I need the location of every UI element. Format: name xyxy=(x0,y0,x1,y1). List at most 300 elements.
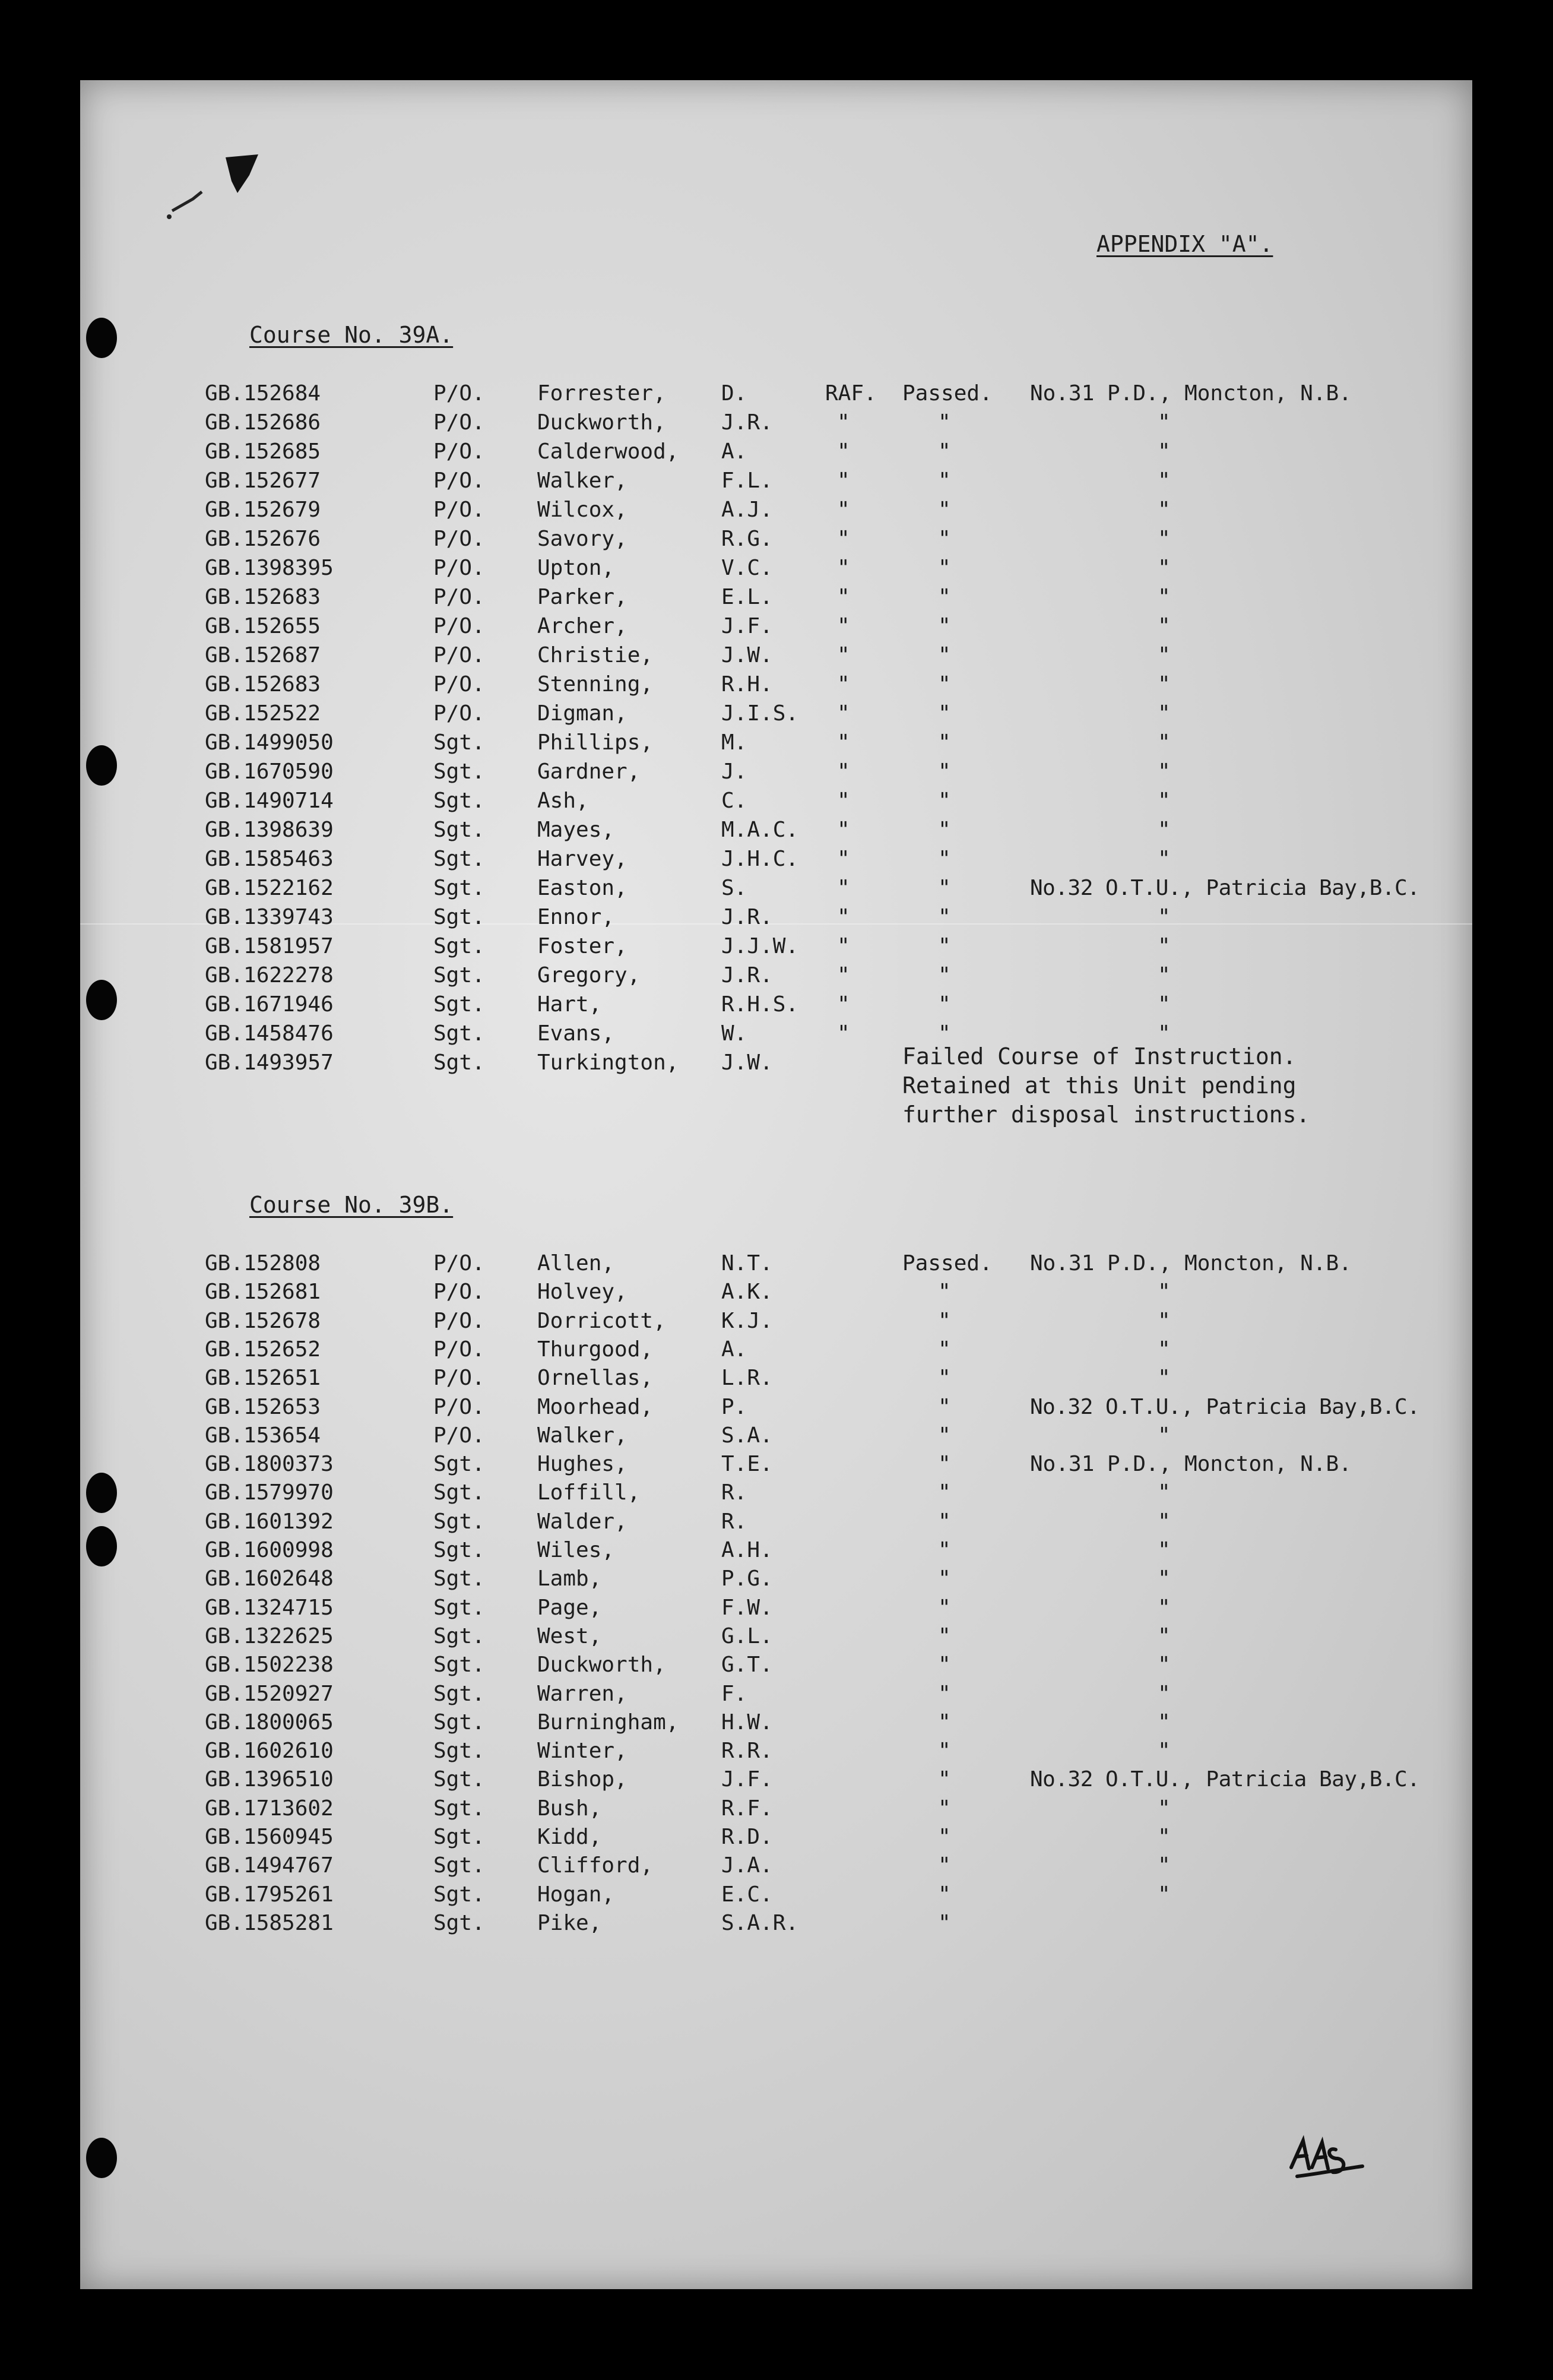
cell-num: GB.1800065 xyxy=(205,1710,334,1735)
cell-num: GB.153654 xyxy=(205,1423,321,1448)
cell-name: Ash, xyxy=(537,789,589,813)
cell-rank: Sgt. xyxy=(433,1796,485,1821)
cell-init: J.H.C. xyxy=(721,847,799,871)
cell-init: J.F. xyxy=(721,614,773,638)
cell-rank: Sgt. xyxy=(433,730,485,755)
cell-init: P. xyxy=(721,1394,747,1419)
cell-init: R.R. xyxy=(721,1739,773,1764)
cell-result: " xyxy=(938,847,951,871)
cell-result: " xyxy=(938,818,951,842)
binder-hole xyxy=(86,1526,117,1566)
cell-name: Ornellas, xyxy=(537,1366,654,1391)
table-row xyxy=(80,1798,1472,1827)
cell-name: Walker, xyxy=(537,469,627,493)
cell-init: C. xyxy=(721,789,747,813)
cell-name: Moorhead, xyxy=(537,1394,654,1419)
cell-name: Walker, xyxy=(537,1423,627,1448)
cell-rank: P/O. xyxy=(433,614,485,638)
cell-posting: " xyxy=(1158,818,1171,842)
table-row xyxy=(80,965,1472,993)
cell-corps: " xyxy=(837,759,850,784)
cell-name: Winter, xyxy=(537,1739,627,1764)
cell-rank: P/O. xyxy=(433,1366,485,1391)
cell-rank: Sgt. xyxy=(433,1853,485,1878)
table-row xyxy=(80,790,1472,819)
cell-result: " xyxy=(938,498,951,522)
table-row xyxy=(80,528,1472,557)
table-row xyxy=(80,1281,1472,1310)
cell-corps: " xyxy=(837,789,850,813)
cell-result: " xyxy=(938,876,951,900)
cell-name: Burningham, xyxy=(537,1710,679,1735)
cell-init: M. xyxy=(721,730,747,755)
cell-name: Mayes, xyxy=(537,818,615,842)
cell-name: Allen, xyxy=(537,1251,615,1276)
cell-name: Pike, xyxy=(537,1910,602,1935)
table-row xyxy=(80,470,1472,499)
cell-rank: P/O. xyxy=(433,701,485,726)
cell-corps: " xyxy=(837,876,850,900)
cell-result: " xyxy=(938,963,951,988)
cell-name: Stenning, xyxy=(537,672,654,697)
cell-result: " xyxy=(938,1739,951,1764)
table-row xyxy=(80,1683,1472,1712)
cell-result: " xyxy=(938,1280,951,1305)
cell-result: " xyxy=(938,992,951,1017)
table-row xyxy=(80,703,1472,732)
table-row xyxy=(80,1425,1472,1454)
cell-result: " xyxy=(938,1480,951,1505)
course-heading: Course No. 39A. xyxy=(249,322,454,348)
table-row xyxy=(80,383,1472,412)
cell-rank: P/O. xyxy=(433,1337,485,1362)
cell-name: Walder, xyxy=(537,1509,627,1534)
table-row xyxy=(80,1654,1472,1683)
cell-init: L.R. xyxy=(721,1366,773,1391)
cell-name: Savory, xyxy=(537,527,627,551)
cell-num: GB.152808 xyxy=(205,1251,321,1276)
cell-name: Hughes, xyxy=(537,1452,627,1477)
cell-posting: " xyxy=(1158,1853,1171,1878)
cell-result: " xyxy=(938,1595,951,1620)
cell-rank: Sgt. xyxy=(433,963,485,988)
cell-posting: " xyxy=(1158,1021,1171,1046)
table-row xyxy=(80,1568,1472,1597)
cell-init: F. xyxy=(721,1681,747,1706)
cell-init: G.T. xyxy=(721,1653,773,1678)
cell-rank: Sgt. xyxy=(433,1710,485,1735)
cell-num: GB.1322625 xyxy=(205,1623,334,1648)
cell-num: GB.152652 xyxy=(205,1337,321,1362)
table-row xyxy=(80,441,1472,470)
cell-posting: " xyxy=(1158,614,1171,638)
cell-corps: " xyxy=(837,934,850,958)
cell-num: GB.1522162 xyxy=(205,876,334,900)
cell-result: " xyxy=(938,1021,951,1046)
cell-num: GB.152651 xyxy=(205,1366,321,1391)
cell-result: " xyxy=(938,1337,951,1362)
cell-posting: " xyxy=(1158,1882,1171,1907)
cell-posting: " xyxy=(1158,439,1171,464)
cell-corps: " xyxy=(837,992,850,1017)
cell-name: Thurgood, xyxy=(537,1337,654,1362)
cell-num: GB.1396510 xyxy=(205,1767,334,1792)
cell-posting: " xyxy=(1158,410,1171,435)
cell-posting: " xyxy=(1158,1595,1171,1620)
table-row xyxy=(80,1253,1472,1281)
table-row xyxy=(80,674,1472,702)
table-row xyxy=(80,819,1472,848)
cell-result: " xyxy=(938,1825,951,1849)
cell-result: " xyxy=(938,643,951,667)
cell-corps: " xyxy=(837,1021,850,1046)
cell-posting: " xyxy=(1158,1796,1171,1821)
cell-init: A.H. xyxy=(721,1538,773,1562)
cell-init: J.F. xyxy=(721,1767,773,1792)
cell-posting: " xyxy=(1158,1825,1171,1849)
cell-posting: " xyxy=(1158,1308,1171,1333)
table-row xyxy=(80,1368,1472,1396)
cell-name: Duckworth, xyxy=(537,410,666,435)
cell-num: GB.152653 xyxy=(205,1394,321,1419)
cell-num: GB.152678 xyxy=(205,1308,321,1333)
cell-posting: " xyxy=(1158,1623,1171,1648)
cell-num: GB.152687 xyxy=(205,643,321,667)
failure-note-line: Failed Course of Instruction. xyxy=(902,1043,1297,1069)
cell-num: GB.152684 xyxy=(205,381,321,406)
cell-posting: No.31 P.D., Moncton, N.B. xyxy=(1030,381,1352,406)
cell-result: " xyxy=(938,1308,951,1333)
cell-init: R.F. xyxy=(721,1796,773,1821)
cell-num: GB.1602648 xyxy=(205,1566,334,1591)
cell-posting: " xyxy=(1158,847,1171,871)
cell-rank: P/O. xyxy=(433,381,485,406)
cell-name: Gardner, xyxy=(537,759,641,784)
failure-note-line: further disposal instructions. xyxy=(902,1102,1310,1128)
cell-result: " xyxy=(938,1767,951,1792)
cell-name: Forrester, xyxy=(537,381,666,406)
cell-corps: " xyxy=(837,905,850,929)
cell-rank: Sgt. xyxy=(433,1910,485,1935)
cell-rank: P/O. xyxy=(433,1394,485,1419)
cell-init: R. xyxy=(721,1509,747,1534)
cell-init: M.A.C. xyxy=(721,818,799,842)
cell-corps: " xyxy=(837,527,850,551)
table-row xyxy=(80,1597,1472,1626)
cell-init: J.R. xyxy=(721,410,773,435)
cell-posting: " xyxy=(1158,1681,1171,1706)
cell-corps: " xyxy=(837,730,850,755)
cell-init: P.G. xyxy=(721,1566,773,1591)
cell-result: " xyxy=(938,614,951,638)
table-row xyxy=(80,645,1472,673)
table-row xyxy=(80,1394,1472,1425)
cell-name: Clifford, xyxy=(537,1853,654,1878)
cell-rank: Sgt. xyxy=(433,759,485,784)
cell-rank: Sgt. xyxy=(433,1480,485,1505)
cell-init: R. xyxy=(721,1480,747,1505)
cell-init: J.J.W. xyxy=(721,934,799,958)
cell-result: " xyxy=(938,934,951,958)
cell-rank: P/O. xyxy=(433,1251,485,1276)
cell-num: GB.152685 xyxy=(205,439,321,464)
cell-init: S.A.R. xyxy=(721,1910,799,1935)
cell-num: GB.1499050 xyxy=(205,730,334,755)
table-row xyxy=(80,1712,1472,1740)
course-heading: Course No. 39B. xyxy=(249,1192,454,1218)
table-row xyxy=(80,558,1472,586)
cell-name: Gregory, xyxy=(537,963,641,988)
cell-posting: " xyxy=(1158,1366,1171,1391)
cell-rank: P/O. xyxy=(433,527,485,551)
cell-result: " xyxy=(938,1366,951,1391)
cell-name: Upton, xyxy=(537,556,615,580)
cell-posting: " xyxy=(1158,905,1171,929)
cell-init: R.H.S. xyxy=(721,992,799,1017)
cell-init: K.J. xyxy=(721,1308,773,1333)
cell-rank: Sgt. xyxy=(433,847,485,871)
cell-posting: " xyxy=(1158,556,1171,580)
table-row xyxy=(80,1827,1472,1855)
cell-result: " xyxy=(938,527,951,551)
cell-name: Evans, xyxy=(537,1021,615,1046)
table-row xyxy=(80,616,1472,644)
cell-init: T.E. xyxy=(721,1452,773,1477)
table-row xyxy=(80,907,1472,935)
cell-init: A.K. xyxy=(721,1280,773,1305)
cell-posting: " xyxy=(1158,1480,1171,1505)
cell-result: " xyxy=(938,585,951,609)
cell-init: N.T. xyxy=(721,1251,773,1276)
cell-posting: " xyxy=(1158,1538,1171,1562)
cell-result: " xyxy=(938,1452,951,1477)
cell-result: Passed. xyxy=(902,1251,993,1276)
cell-num: GB.1800373 xyxy=(205,1452,334,1477)
cell-rank: Sgt. xyxy=(433,1681,485,1706)
cell-rank: Sgt. xyxy=(433,1538,485,1562)
cell-init: E.C. xyxy=(721,1882,773,1907)
cell-result: " xyxy=(938,410,951,435)
cell-rank: Sgt. xyxy=(433,1739,485,1764)
cell-result: " xyxy=(938,469,951,493)
cell-rank: P/O. xyxy=(433,1280,485,1305)
binder-hole xyxy=(86,318,117,358)
cell-corps: RAF. xyxy=(825,381,877,406)
cell-num: GB.152681 xyxy=(205,1280,321,1305)
cell-name: Digman, xyxy=(537,701,627,726)
cell-init: R.D. xyxy=(721,1825,773,1849)
cell-name: Dorricott, xyxy=(537,1308,666,1333)
cell-rank: Sgt. xyxy=(433,1623,485,1648)
cell-name: Parker, xyxy=(537,585,627,609)
cell-corps: " xyxy=(837,556,850,580)
table-row xyxy=(80,499,1472,528)
cell-posting: No.31 P.D., Moncton, N.B. xyxy=(1030,1452,1352,1477)
cell-result: " xyxy=(938,730,951,755)
table-row xyxy=(80,1769,1472,1797)
cell-init: D. xyxy=(721,381,747,406)
cell-rank: Sgt. xyxy=(433,789,485,813)
cell-num: GB.152686 xyxy=(205,410,321,435)
cell-result: " xyxy=(938,1882,951,1907)
cell-rank: Sgt. xyxy=(433,1021,485,1046)
cell-name: Bishop, xyxy=(537,1767,627,1792)
cell-posting: " xyxy=(1158,701,1171,726)
cell-rank: P/O. xyxy=(433,1423,485,1448)
table-row xyxy=(80,1339,1472,1368)
cell-rank: P/O. xyxy=(433,672,485,697)
cell-rank: Sgt. xyxy=(433,818,485,842)
table-row xyxy=(80,878,1472,906)
cell-num: GB.152522 xyxy=(205,701,321,726)
cell-rank: P/O. xyxy=(433,498,485,522)
cell-name: Hogan, xyxy=(537,1882,615,1907)
cell-result: Passed. xyxy=(902,381,993,406)
cell-result: " xyxy=(938,1623,951,1648)
cell-rank: Sgt. xyxy=(433,1653,485,1678)
cell-posting: " xyxy=(1158,789,1171,813)
table-row xyxy=(80,412,1472,441)
table-row xyxy=(80,1511,1472,1540)
cell-init: J. xyxy=(721,759,747,784)
cell-num: GB.1494767 xyxy=(205,1853,334,1878)
cell-corps: " xyxy=(837,614,850,638)
cell-posting: " xyxy=(1158,1280,1171,1305)
cell-rank: P/O. xyxy=(433,1308,485,1333)
cell-num: GB.1581957 xyxy=(205,934,334,958)
cell-num: GB.1601392 xyxy=(205,1509,334,1534)
table-row xyxy=(80,1855,1472,1884)
cell-num: GB.1713602 xyxy=(205,1796,334,1821)
cell-name: Ennor, xyxy=(537,905,615,929)
cell-rank: P/O. xyxy=(433,439,485,464)
cell-posting: No.31 P.D., Moncton, N.B. xyxy=(1030,1251,1352,1276)
cell-name: Archer, xyxy=(537,614,627,638)
cell-rank: Sgt. xyxy=(433,876,485,900)
cell-rank: Sgt. xyxy=(433,1566,485,1591)
cell-init: S. xyxy=(721,876,747,900)
cell-name: West, xyxy=(537,1623,602,1648)
cell-result: " xyxy=(938,1538,951,1562)
cell-rank: P/O. xyxy=(433,469,485,493)
cell-num: GB.1490714 xyxy=(205,789,334,813)
cell-num: GB.1622278 xyxy=(205,963,334,988)
cell-result: " xyxy=(938,1394,951,1419)
cell-posting: " xyxy=(1158,1566,1171,1591)
cell-num: GB.1585281 xyxy=(205,1910,334,1935)
cell-result: " xyxy=(938,1509,951,1534)
cell-name: Duckworth, xyxy=(537,1653,666,1678)
cell-init: J.I.S. xyxy=(721,701,799,726)
ink-smudge xyxy=(137,122,279,240)
cell-name: Hart, xyxy=(537,992,602,1017)
binder-hole xyxy=(86,2138,117,2178)
cell-result: " xyxy=(938,1423,951,1448)
cell-result: " xyxy=(938,905,951,929)
cell-posting: " xyxy=(1158,498,1171,522)
cell-posting: " xyxy=(1158,1710,1171,1735)
table-row xyxy=(80,1482,1472,1511)
signature xyxy=(1285,2132,1368,2185)
cell-result: " xyxy=(938,1681,951,1706)
cell-name: Christie, xyxy=(537,643,654,667)
cell-init: V.C. xyxy=(721,556,773,580)
cell-num: GB.152677 xyxy=(205,469,321,493)
table-row xyxy=(80,1623,1472,1654)
table-row xyxy=(80,1910,1472,1941)
cell-posting: " xyxy=(1158,585,1171,609)
cell-num: GB.1398639 xyxy=(205,818,334,842)
cell-rank: Sgt. xyxy=(433,1767,485,1792)
cell-corps: " xyxy=(837,585,850,609)
binder-hole xyxy=(86,745,117,786)
cell-posting: " xyxy=(1158,643,1171,667)
cell-init: R.H. xyxy=(721,672,773,697)
failure-note-line: Retained at this Unit pending xyxy=(902,1072,1297,1099)
cell-num: GB.1520927 xyxy=(205,1681,334,1706)
cell-result: " xyxy=(938,556,951,580)
cell-num: GB.152683 xyxy=(205,672,321,697)
cell-num: GB.152655 xyxy=(205,614,321,638)
document-page xyxy=(80,80,1472,2289)
cell-corps: " xyxy=(837,672,850,697)
cell-rank: P/O. xyxy=(433,410,485,435)
binder-hole xyxy=(86,980,117,1020)
cell-rank: P/O. xyxy=(433,585,485,609)
cell-rank: Sgt. xyxy=(433,1882,485,1907)
cell-rank: Sgt. xyxy=(433,1509,485,1534)
cell-posting: " xyxy=(1158,469,1171,493)
cell-posting: " xyxy=(1158,1423,1171,1448)
cell-num: GB.1493957 xyxy=(205,1050,334,1075)
appendix-title: APPENDIX "A". xyxy=(1096,231,1273,257)
cell-rank: Sgt. xyxy=(433,992,485,1017)
cell-name: Wiles, xyxy=(537,1538,615,1562)
cell-name: Calderwood, xyxy=(537,439,679,464)
cell-name: Foster, xyxy=(537,934,627,958)
table-row xyxy=(80,1740,1472,1769)
cell-init: F.W. xyxy=(721,1595,773,1620)
table-row xyxy=(80,849,1472,877)
cell-posting: No.32 O.T.U., Patricia Bay,B.C. xyxy=(1030,1394,1420,1419)
cell-rank: P/O. xyxy=(433,643,485,667)
cell-name: Lamb, xyxy=(537,1566,602,1591)
cell-posting: " xyxy=(1158,672,1171,697)
cell-num: GB.1398395 xyxy=(205,556,334,580)
cell-result: " xyxy=(938,1796,951,1821)
cell-result: " xyxy=(938,1653,951,1678)
cell-result: " xyxy=(938,1710,951,1735)
binder-hole xyxy=(86,1473,117,1513)
cell-init: J.W. xyxy=(721,643,773,667)
cell-corps: " xyxy=(837,643,850,667)
cell-num: GB.152683 xyxy=(205,585,321,609)
cell-num: GB.152679 xyxy=(205,498,321,522)
cell-corps: " xyxy=(837,818,850,842)
cell-init: W. xyxy=(721,1021,747,1046)
table-row xyxy=(80,1540,1472,1568)
cell-name: Warren, xyxy=(537,1681,627,1706)
cell-corps: " xyxy=(837,847,850,871)
cell-init: H.W. xyxy=(721,1710,773,1735)
cell-name: Loffill, xyxy=(537,1480,641,1505)
cell-result: " xyxy=(938,789,951,813)
cell-rank: Sgt. xyxy=(433,1825,485,1849)
cell-rank: Sgt. xyxy=(433,1452,485,1477)
cell-rank: Sgt. xyxy=(433,1595,485,1620)
cell-posting: " xyxy=(1158,1337,1171,1362)
cell-result: " xyxy=(938,672,951,697)
